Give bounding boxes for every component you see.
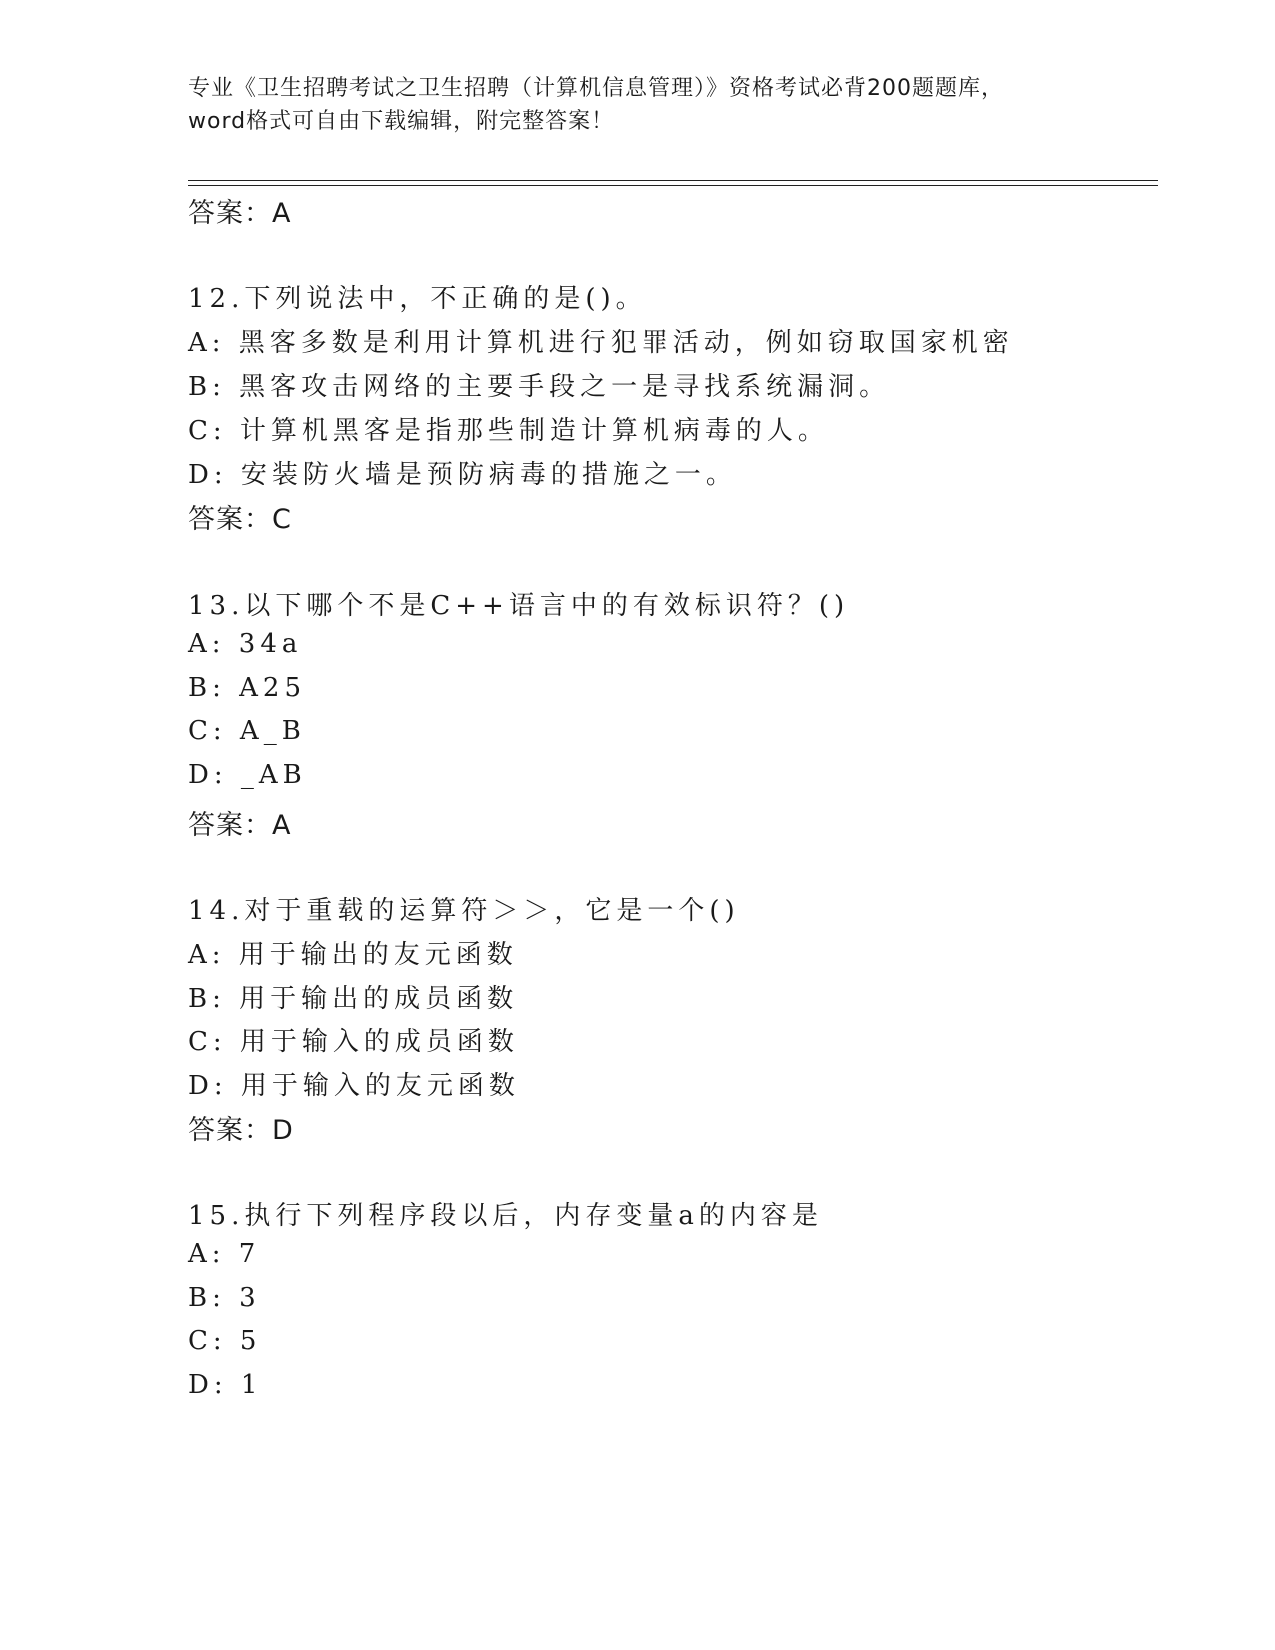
option-d: D: 安装防火墙是预防病毒的措施之一。 [188,460,737,490]
option-c: C: 用于输入的成员函数 [188,1027,519,1057]
option-b: B: 3 [188,1283,261,1313]
answer-label: 答案：A [188,198,292,229]
option-a: A: 7 [188,1239,261,1269]
question-stem: 12.下列说法中，不正确的是()。 [188,284,647,314]
option-b: B: 黑客攻击网络的主要手段之一是寻找系统漏洞。 [188,372,891,402]
option-a: A: 34a [188,629,303,659]
option-d: D: _AB [188,760,307,790]
answer-label: 答案：A [188,810,292,841]
option-d: D: 用于输入的友元函数 [188,1071,520,1101]
document-header [188,72,1088,138]
option-c: C: 5 [188,1326,262,1356]
question-stem: 14.对于重载的运算符＞＞，它是一个() [188,896,740,926]
header-divider-bottom [188,185,1158,186]
question-stem: 13.以下哪个不是C++语言中的有效标识符？() [188,591,850,621]
option-a: A: 黑客多数是利用计算机进行犯罪活动，例如窃取国家机密 [188,328,1014,358]
option-b: B: A25 [188,673,306,703]
option-a: A: 用于输出的友元函数 [188,940,518,970]
option-b: B: 用于输出的成员函数 [188,984,519,1014]
answer-label: 答案：D [188,1115,294,1146]
option-c: C: A_B [188,716,306,746]
question-stem: 15.执行下列程序段以后，内存变量a的内容是 [188,1201,823,1231]
option-c: C: 计算机黑客是指那些制造计算机病毒的人。 [188,416,829,446]
header-title-line: 专业《卫生招聘考试之卫生招聘（计算机信息管理）》资格考试必背200题题库， [188,76,1004,101]
header-subtitle-line: word格式可自由下载编辑，附完整答案！ [188,109,615,134]
option-d: D: 1 [188,1370,263,1400]
answer-label: 答案：C [188,504,292,535]
header-divider-top [188,180,1158,181]
